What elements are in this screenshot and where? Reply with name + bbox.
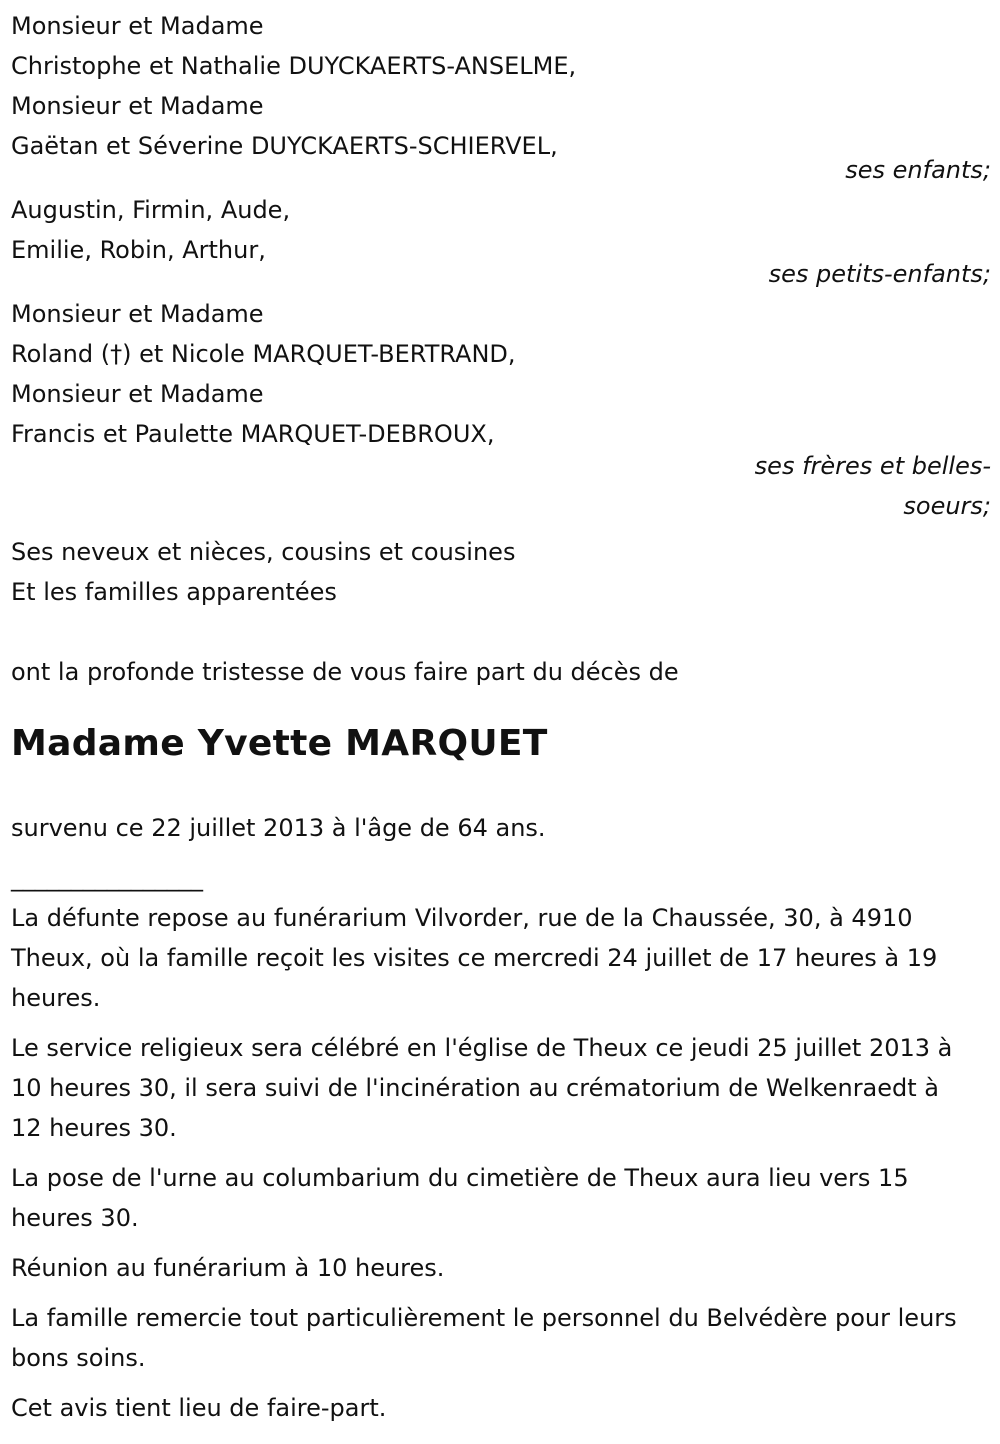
children-relation: ses enfants; [845,156,991,184]
detail-paragraph: Réunion au funérarium à 10 heures. [11,1254,445,1282]
children-line: Monsieur et Madame [11,92,264,120]
siblings-name-suffix: ) et Nicole MARQUET-BERTRAND, [122,340,516,368]
cross-icon: † [110,340,123,368]
children-line: Monsieur et Madame [11,12,264,40]
announcement-text: ont la profonde tristesse de vous faire part du décès de [11,658,679,686]
death-info: survenu ce 22 juillet 2013 à l'âge de 64 ans. [11,814,546,842]
separator-line: ________________ [11,864,203,892]
siblings-line: Monsieur et Madame [11,380,264,408]
children-line: Gaëtan et Séverine DUYCKAERTS-SCHIERVEL, [11,132,558,160]
grandchildren-group [11,190,991,294]
deceased-name: Madame Yvette MARQUET [11,723,548,764]
siblings-line [11,334,991,374]
siblings-group [11,294,991,526]
children-group [11,6,991,190]
extended-family-line: Ses neveux et nièces, cousins et cousines [11,538,516,566]
detail-paragraph: La défunte repose au funérarium Vilvorder, rue de la Chaussée, 30, à 4910 Theux, où la famille reçoit les visites ce mercredi 24 juillet de 17 heures à 19 heures. [11,904,938,1012]
siblings-line: Francis et Paulette MARQUET-DEBROUX, [11,420,495,448]
extended-family-line: Et les familles apparentées [11,578,337,606]
siblings-relation: ses frères et belles-soeurs; [754,452,991,520]
grandchildren-line: Emilie, Robin, Arthur, [11,236,266,264]
siblings-line: Monsieur et Madame [11,300,264,328]
extended-family-group [11,532,991,612]
detail-paragraph: Le service religieux sera célébré en l'église de Theux ce jeudi 25 juillet 2013 à 10 heures 30, il sera suivi de l'incinération au crématorium de Welkenraedt à 12 heures 30. [11,1034,953,1142]
children-line: Christophe et Nathalie DUYCKAERTS-ANSELME, [11,52,577,80]
detail-paragraph: Cet avis tient lieu de faire-part. [11,1394,387,1422]
details-section [11,898,991,1428]
grandchildren-relation: ses petits-enfants; [768,260,991,288]
detail-paragraph: La pose de l'urne au columbarium du cimetière de Theux aura lieu vers 15 heures 30. [11,1164,909,1232]
grandchildren-line: Augustin, Firmin, Aude, [11,196,291,224]
siblings-name-prefix: Roland ( [11,340,111,368]
detail-paragraph: La famille remercie tout particulièrement le personnel du Belvédère pour leurs bons soins. [11,1304,957,1372]
